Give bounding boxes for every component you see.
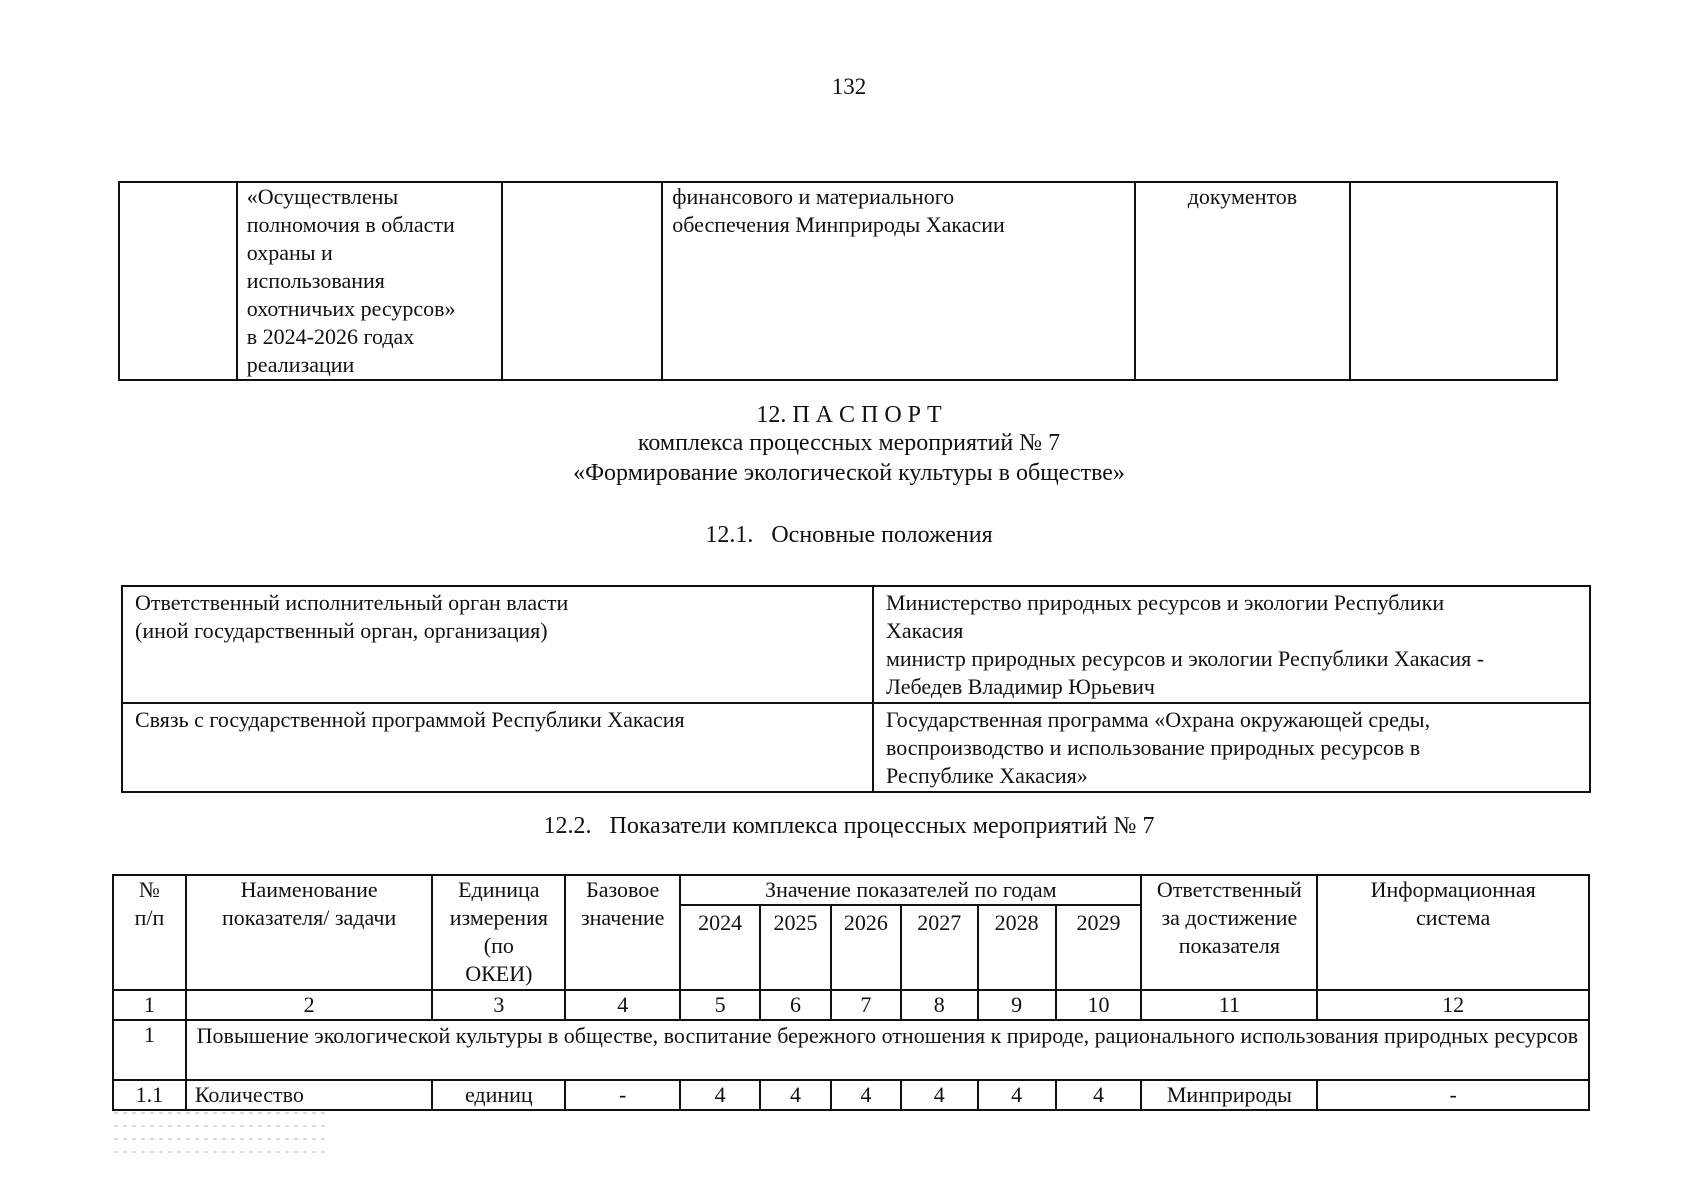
table-row — [113, 1080, 1589, 1110]
basic-provisions-table — [121, 585, 1591, 793]
header-row — [113, 875, 1589, 905]
label-line: (иной государственный орган, организация) — [135, 618, 548, 643]
header-line: Ответственный — [1156, 877, 1302, 902]
row-value: 4 — [901, 1080, 978, 1110]
header-unit — [432, 875, 565, 990]
header-line: измерения — [449, 905, 548, 930]
value-line: министр природных ресурсов и экологии Республики Хакасия - — [885, 646, 1485, 671]
value-line: Республике Хакасия» — [885, 763, 1088, 788]
column-number: 6 — [760, 990, 831, 1020]
row-responsible: Минприроды — [1141, 1080, 1317, 1110]
header-line: Базовое — [586, 877, 660, 902]
cont-cell-3 — [502, 182, 663, 380]
row-number: 1.1 — [113, 1080, 186, 1110]
passport-title: 12. П А С П О Р Т — [756, 402, 942, 428]
goal-number: 1 — [113, 1020, 186, 1080]
table-row — [122, 586, 1590, 703]
passport-subtitle-2: «Формирование экологической культуры в обществе» — [573, 460, 1125, 486]
header-line: п/п — [134, 905, 165, 930]
header-year: 2024 — [680, 905, 760, 990]
cont-cell-4 — [662, 182, 1134, 380]
row-value — [873, 703, 1590, 792]
continuation-table — [118, 181, 1558, 381]
section-2-heading: 12.2. Показатели комплекса процессных мероприятий № 7 — [543, 813, 1155, 839]
header-line: за достижение — [1161, 905, 1298, 930]
header-line: ОКЕИ) — [465, 961, 533, 986]
cont-line: «Осуществлены — [246, 184, 399, 209]
header-info-system — [1317, 875, 1589, 990]
header-line: Информационная — [1370, 877, 1536, 902]
goal-text: Повышение экологической культуры в обществе, воспитание бережного отношения к природе, рационального использования природных ресурсов — [186, 1020, 1589, 1080]
row-label — [122, 703, 873, 792]
indicators-table — [112, 874, 1590, 1111]
row-value: 4 — [1056, 1080, 1142, 1110]
column-number: 11 — [1141, 990, 1317, 1020]
row-label — [122, 586, 873, 703]
cont-line: охраны и — [246, 240, 333, 265]
header-line: (по — [483, 933, 514, 958]
header-line: показателя/ задачи — [221, 905, 397, 930]
row-unit: единиц — [432, 1080, 565, 1110]
row-base: - — [565, 1080, 680, 1110]
cont-line: финансового и материального — [672, 184, 955, 209]
table-row — [122, 703, 1590, 792]
value-line: Хакасия — [885, 618, 964, 643]
row-info-system: - — [1317, 1080, 1589, 1110]
header-line: значение — [580, 905, 665, 930]
row-value: 4 — [831, 1080, 901, 1110]
header-responsible — [1141, 875, 1317, 990]
header-name — [186, 875, 433, 990]
column-numbers-row — [113, 990, 1589, 1020]
column-number: 2 — [186, 990, 433, 1020]
goal-row — [113, 1020, 1589, 1080]
row-value — [873, 586, 1590, 703]
row-value: 4 — [760, 1080, 831, 1110]
passport-subtitle-1: комплекса процессных мероприятий № 7 — [637, 430, 1061, 456]
column-number: 5 — [680, 990, 760, 1020]
header-year: 2025 — [760, 905, 831, 990]
header-line: Наименование — [240, 877, 378, 902]
header-num — [113, 875, 186, 990]
page-number: 132 — [831, 74, 867, 99]
cont-line: полномочия в области — [246, 212, 455, 237]
header-year: 2026 — [831, 905, 901, 990]
scan-stamp-artifact — [114, 1112, 330, 1180]
label-line: Связь с государственной программой Республики Хакасия — [135, 707, 685, 732]
value-line: Министерство природных ресурсов и экологии Республики — [885, 590, 1445, 615]
header-line: № — [138, 877, 160, 902]
column-number: 4 — [565, 990, 680, 1020]
cont-cell-1 — [119, 182, 237, 380]
row-value: 4 — [978, 1080, 1056, 1110]
row-value: 4 — [680, 1080, 760, 1110]
value-line: Лебедев Владимир Юрьевич — [885, 674, 1155, 699]
row-name: Количество — [186, 1080, 433, 1110]
cont-cell-6 — [1350, 182, 1557, 380]
cont-cell-2 — [237, 182, 502, 380]
column-number: 3 — [432, 990, 565, 1020]
label-line: Ответственный исполнительный орган власти — [135, 590, 569, 615]
header-line: система — [1416, 905, 1491, 930]
header-base — [565, 875, 680, 990]
cont-cell-5: документов — [1135, 182, 1351, 380]
cont-line: в 2024-2026 годах — [246, 324, 415, 349]
cont-line: использования — [246, 268, 385, 293]
header-line: показателя — [1178, 933, 1281, 958]
column-number: 10 — [1056, 990, 1142, 1020]
column-number: 7 — [831, 990, 901, 1020]
column-number: 8 — [901, 990, 978, 1020]
header-year: 2027 — [901, 905, 978, 990]
column-number: 1 — [113, 990, 186, 1020]
column-number: 9 — [978, 990, 1056, 1020]
section-1-heading: 12.1. Основные положения — [705, 522, 993, 548]
header-year: 2029 — [1056, 905, 1142, 990]
header-year: 2028 — [978, 905, 1056, 990]
cont-line: обеспечения Минприроды Хакасии — [672, 212, 1005, 237]
header-line: Единица — [458, 877, 540, 902]
cont-line: реализации — [246, 352, 355, 377]
cont-line: охотничьих ресурсов» — [246, 296, 456, 321]
value-line: воспроизводство и использование природных ресурсов в — [885, 735, 1421, 760]
header-years-group: Значение показателей по годам — [680, 875, 1141, 905]
value-line: Государственная программа «Охрана окружающей среды, — [885, 707, 1431, 732]
column-number: 12 — [1317, 990, 1589, 1020]
